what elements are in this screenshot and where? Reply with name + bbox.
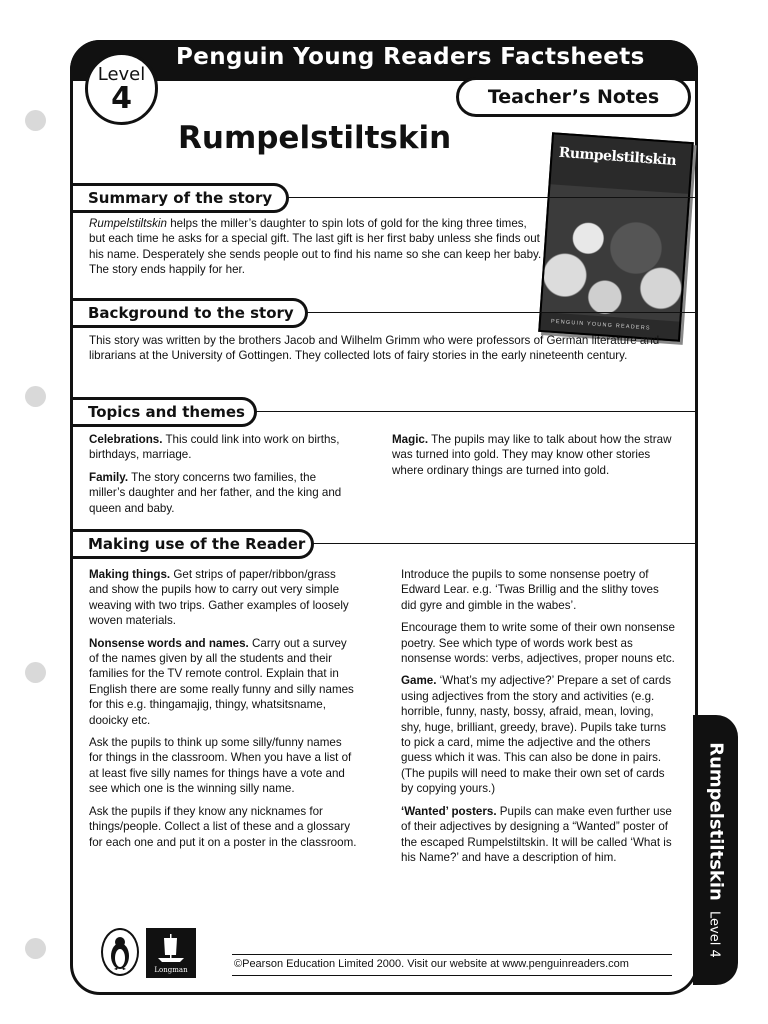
side-tab-level: Level 4 (706, 911, 721, 958)
reader-left-column (89, 567, 357, 857)
topic-term: Celebrations. (89, 433, 163, 446)
reader-right-column (401, 567, 677, 872)
level-number: 4 (111, 81, 132, 116)
footer-rule (232, 975, 672, 976)
topic-term: Family. (89, 470, 129, 484)
side-tab-title: Rumpelstiltskin (705, 742, 726, 901)
topics-right-column (392, 432, 683, 485)
cover-illustration (542, 184, 689, 321)
longman-logo (146, 928, 196, 978)
side-tab-label (693, 715, 738, 985)
topics-heading: Topics and themes (73, 397, 257, 427)
topic-term: Magic. (392, 433, 429, 446)
topic-text: The story concerns two families, the miller’s daughter and her father, and the king and queen and baby. (89, 470, 342, 515)
binder-hole (25, 386, 46, 407)
reader-text: Get strips of paper/ribbon/grass and show the pupils how to carry out very simple weaving with two trips. Gather examples of loosely woven materials. (89, 568, 349, 628)
reader-text: Carry out a survey of the names given by all the students and their families for the TV remote control. Explain that in English there are some really funny and silly names for this e.g. thingamajig, thingy, whatsitsname, dooicky etc. (89, 636, 354, 727)
reader-text: Ask the pupils to think up some silly/funny names for things in the classroom. When you have a list of at least five silly names for things have a vote and see which one is the winning silly name. (89, 736, 352, 796)
background-text (89, 333, 683, 371)
reader-text: Introduce the pupils to some nonsense poetry of Edward Lear. e.g. ‘Twas Brillig and the slithy toves did gyre and gimble in the wabes’. (401, 568, 659, 612)
copyright-footer: ©Pearson Education Limited 2000. Visit our website at www.penguinreaders.com (234, 958, 629, 970)
series-title: Penguin Young Readers Factsheets (176, 44, 645, 70)
page-title: Rumpelstiltskin (178, 120, 452, 156)
reader-text: ‘What’s my adjective?’ Prepare a set of cards using adjectives from the story and activities (e.g. horrible, funny, nasty, bossy, afraid, mean, loving, shy, huge, brilliant, greedy, brave). Pupils take turns to pick a card, mime the adjective and the others guess which it was. This can also be done in pairs. (The pupils will need to make their own set of cards by copying yours.) (401, 674, 672, 796)
summary-text (89, 216, 544, 285)
teachers-notes-tab: Teacher’s Notes (456, 77, 691, 117)
binder-hole (25, 662, 46, 683)
reader-heading: Making use of the Reader (73, 529, 314, 559)
penguin-logo (101, 928, 139, 976)
cover-footer: PENGUIN YOUNG READERS (550, 318, 651, 332)
level-badge (85, 52, 158, 125)
background-body: This story was written by the brothers Jacob and Wilhelm Grimm who were professors of German literature and librarians at the University of Gottingen. They collected lots of fairy stories in the early nineteenth century. (89, 334, 660, 363)
topic-text: The pupils may like to talk about how the straw was turned into gold. They may know other stories where ordinary things are turned into gold. (392, 433, 672, 477)
background-heading: Background to the story (73, 298, 308, 328)
reader-text: Pupils can make even further use of their adjectives by designing a “Wanted” poster of the escaped Rumpelstiltskin. It will be called ‘What is his Name?’ and have a description of him. (401, 804, 672, 864)
reader-term: Nonsense words and names. (89, 636, 249, 650)
summary-heading: Summary of the story (73, 183, 289, 213)
binder-hole (25, 938, 46, 959)
summary-body: helps the miller’s daughter to spin lots of gold for the king three times, but each time he asks for a special gift. The last gift is her first baby unless she finds out his name. Desperately she sends people out to find his name so she can keep her baby. The story ends happily for her. (89, 217, 542, 277)
book-cover-image (538, 132, 694, 341)
topic-text: This could link into work on births, birthdays, marriage. (89, 433, 340, 462)
summary-title-italic: Rumpelstiltskin (89, 217, 167, 230)
longman-wordmark: Longman (154, 966, 188, 974)
reader-term: Making things. (89, 568, 171, 581)
footer-rule (232, 954, 672, 955)
cover-title: Rumpelstiltskin (558, 144, 677, 169)
reader-text: Ask the pupils if they know any nicknames for things/people. Collect a list of these and a glossary for each one and put it on a poster in the classroom. (89, 804, 357, 849)
reader-term: Game. (401, 674, 437, 688)
topics-left-column (89, 432, 354, 523)
reader-text: Encourage them to write some of their own nonsense poetry. See which type of words work best as nonsense words: verbs, adjectives, proper nouns etc. (401, 621, 675, 666)
reader-term: ‘Wanted’ posters. (401, 804, 497, 818)
level-label: Level (97, 64, 146, 85)
binder-hole (25, 110, 46, 131)
